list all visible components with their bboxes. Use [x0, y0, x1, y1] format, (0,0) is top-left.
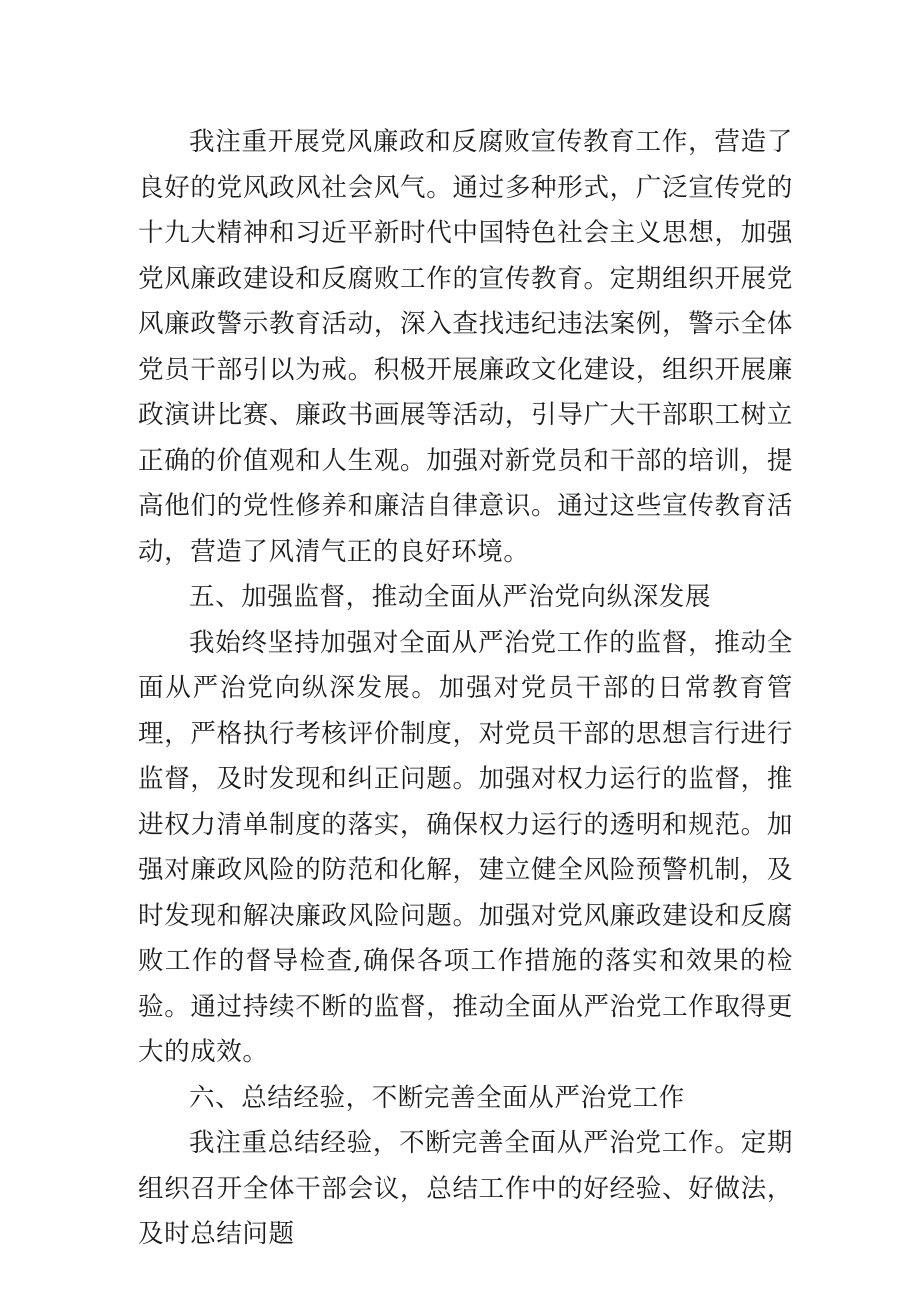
- paragraph-summary-experience: 我注重总结经验，不断完善全面从严治党工作。定期组织召开全体干部会议，总结工作中的好经验、好做法，及时总结问题: [138, 1128, 793, 1249]
- paragraph-publicity-education: 我注重开展党风廉政和反腐败宣传教育工作，营造了良好的党风政风社会风气。通过多种形式，广泛宣传党的十九大精神和习近平新时代中国特色社会主义思想，加强党风廉政建设和反腐败工作的宣传教育。定期组织开展党风廉政警示教育活动，深入查找违纪违法案例，警示全体党员干部引以为戒。积极开展廉政文化建设，组织开展廉政演讲比赛、廉政书画展等活动，引导广大干部职工树立正确的价值观和人生观。加强对新党员和干部的培训，提高他们的党性修养和廉洁自律意识。通过这些宣传教育活动，营造了风清气正的良好环境。: [138, 127, 793, 567]
- section-heading-5: 五、加强监督，推动全面从严治党向纵深发展: [189, 582, 712, 612]
- section-heading-6: 六、总结经验，不断完善全面从严治党工作: [189, 1082, 685, 1113]
- paragraph-supervision: 我始终坚持加强对全面从严治党工作的监督，推动全面从严治党向纵深发展。加强对党员干部的日常教育管理，严格执行考核评价制度，对党员干部的思想言行进行监督，及时发现和纠正问题。加强对权力运行的监督，推进权力清单制度的落实，确保权力运行的透明和规范。加强对廉政风险的防范和化解，建立健全风险预警机制，及时发现和解决廉政风险问题。加强对党风廉政建设和反腐败工作的督导检查,确保各项工作措施的落实和效果的检验。通过持续不断的监督，推动全面从严治党工作取得更大的成效。: [138, 627, 793, 1067]
- document-body: [138, 120, 793, 1258]
